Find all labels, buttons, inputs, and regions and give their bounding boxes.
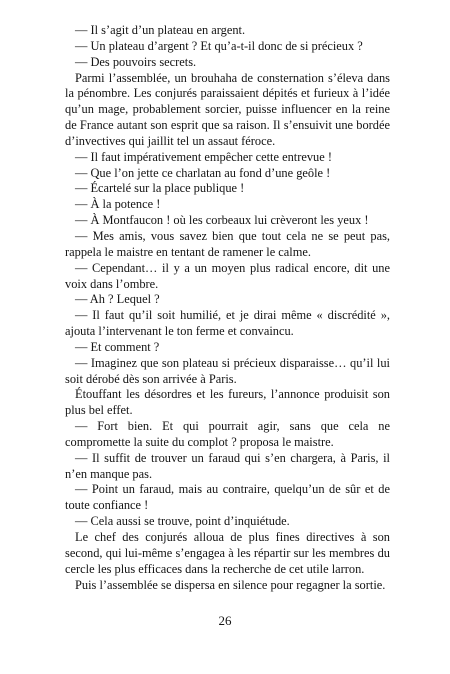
paragraph: Le chef des conjurés alloua de plus fines directives à son second, qui lui-même s’engagea à les répartir sur les membres du cercle les plus efficaces dans la recherche de cet utile larron. [65, 530, 390, 576]
paragraph: — Il s’agit d’un plateau en argent. [75, 23, 246, 37]
paragraph: — Fort bien. Et qui pourrait agir, sans que cela ne compromette la suite du complot ? proposa le maistre. [65, 419, 390, 449]
paragraph: — Des pouvoirs secrets. [75, 54, 197, 69]
page-number: 26 [218, 613, 232, 628]
paragraph: — À Montfaucon ! où les corbeaux lui crèveront les yeux ! [75, 213, 369, 228]
paragraph: — Il suffit de trouver un faraud qui s’en chargera, à Paris, il n’en manque pas. [65, 450, 390, 481]
paragraph: — Et comment ? [75, 339, 160, 354]
paragraph: — Il faut qu’il soit humilié, et je dirai même « discrédité », ajouta l’intervenant le ton ferme et convaincu. [65, 308, 390, 339]
paragraph: Parmi l’assemblée, un brouhaha de consternation s’éleva dans la pénombre. Les conjurés paraissaient dépités et furieux à l’idée qu’un mage, probablement sorcier, puisse influencer en la reine de France autant son esprit que sa raison. Il s’ensuivit une bordée d’invectives qui jaillit tel un assaut féroce. [65, 70, 390, 148]
paragraph: — À la potence ! [75, 197, 161, 212]
paragraph: — Écartelé sur la place publique ! [75, 181, 245, 196]
paragraph: — Point un faraud, mais au contraire, quelqu’un de sûr et de toute confiance ! [65, 482, 390, 513]
paragraph: — Cela aussi se trouve, point d’inquiétude. [75, 514, 290, 529]
paragraph: — Mes amis, vous savez bien que tout cela ne se peut pas, rappela le maistre en tentant de ramener le calme. [65, 228, 390, 259]
paragraph: — Ah ? Lequel ? [75, 292, 160, 307]
paragraph: — Imaginez que son plateau si précieux disparaisse… qu’il lui soit dérobé dès son arrivée à Paris. [65, 355, 390, 386]
paragraph: — Il faut impérativement empêcher cette entrevue ! [75, 149, 332, 164]
paragraph: Puis l’assemblée se dispersa en silence pour regagner la sortie. [75, 577, 386, 592]
body-text [65, 23, 390, 593]
paragraph: — Que l’on jette ce charlatan au fond d’une geôle ! [75, 165, 331, 180]
paragraph: — Un plateau d’argent ? Et qu’a-t-il donc de si précieux ? [75, 38, 363, 53]
paragraph: Étouffant les désordres et les fureurs, l’annonce produisit son plus bel effet. [65, 387, 390, 418]
paragraph: — Cependant… il y a un moyen plus radical encore, dit une voix dans l’ombre. [65, 260, 390, 291]
